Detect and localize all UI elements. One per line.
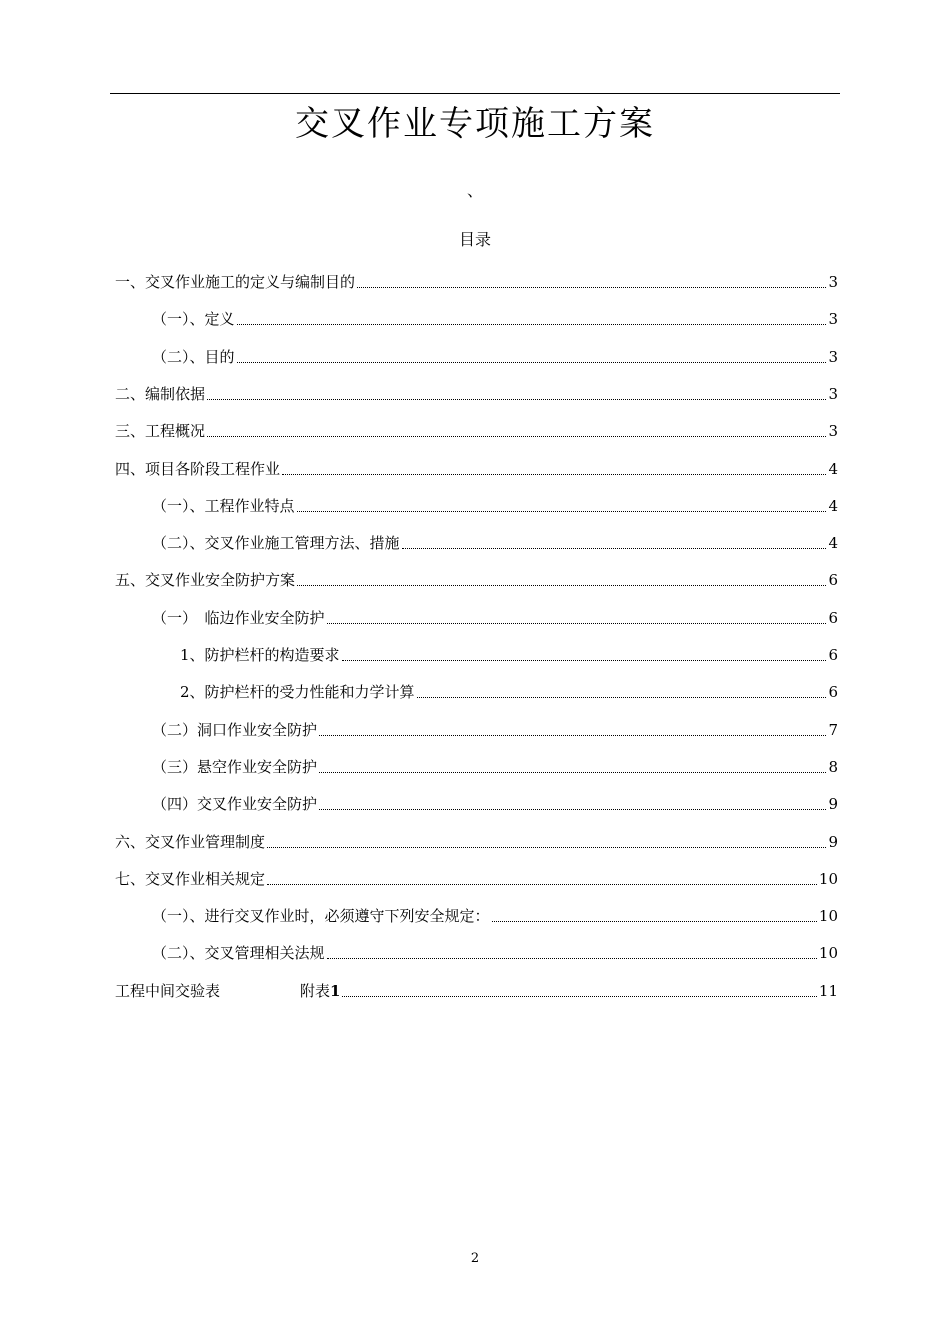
toc-entry[interactable] [180,644,838,666]
toc-page-number: 3 [828,310,838,328]
toc-entry[interactable] [115,271,838,293]
toc-entry-title: 四、项目各阶段工程作业 [115,460,281,478]
toc-dot-leader [282,474,826,475]
toc-entry-label [152,607,325,629]
toc-entry[interactable] [152,756,838,778]
toc-entry-label [152,942,325,964]
toc-page-number: 7 [828,721,838,739]
toc-entry-attachment-number: 1 [330,982,341,1000]
toc-entry[interactable] [152,719,838,741]
toc-entry-title: （一）、进行交叉作业时，必须遵守下列安全规定： [152,907,490,925]
toc-entry-title: （四）交叉作业安全防护 [152,795,318,813]
toc-page-number: 9 [828,795,838,813]
toc-entry[interactable] [115,458,838,480]
toc-entry-label [152,532,400,554]
toc-dot-leader [297,511,826,512]
toc-dot-leader [342,996,816,997]
toc-page-number: 4 [828,460,838,478]
toc-entry-attachment-label: 附表 [300,982,331,1000]
toc-entry-title: 六、交叉作业管理制度 [115,833,266,851]
toc-dot-leader [492,921,817,922]
toc-dot-leader [402,548,826,549]
toc-dot-leader [357,287,826,288]
toc-entry-title: 1、防护栏杆的构造要求 [180,646,340,664]
page-number: 2 [470,1251,480,1266]
toc-entry[interactable] [152,793,838,815]
toc-page-number: 11 [818,982,838,1000]
toc-dot-leader [319,772,826,773]
toc-page-number: 3 [828,422,838,440]
toc-dot-leader [237,324,826,325]
toc-entry-label [115,569,295,591]
toc-entry[interactable] [115,420,838,442]
toc-page-number: 4 [828,534,838,552]
toc-entry[interactable] [152,607,838,629]
toc-entry[interactable] [152,905,838,927]
toc-dot-leader [319,735,826,736]
toc-dot-leader [327,623,826,624]
toc-entry-label [115,831,265,853]
toc-page-number: 3 [828,273,838,291]
toc-entry-title: （一） 临边作业安全防护 [152,609,325,627]
toc-entry-label [115,383,205,405]
toc-entry-label [152,905,490,927]
toc-dot-leader [267,847,826,848]
toc-entry-title: 二、编制依据 [115,385,206,403]
toc-entry-label [152,719,317,741]
toc-entry[interactable] [152,942,838,964]
toc-entry[interactable] [115,868,838,890]
toc-entry-title: （二）洞口作业安全防护 [152,721,318,739]
toc-entry[interactable] [152,346,838,368]
toc-page-number: 4 [828,497,838,515]
toc-entry-label [152,495,295,517]
toc-entry[interactable] [115,831,838,853]
toc-entry[interactable] [180,681,838,703]
toc-entry-title: （一）、定义 [152,310,235,328]
toc-entry-label [115,980,340,1002]
toc-entry[interactable] [115,569,838,591]
toc-entry-label [152,756,317,778]
toc-heading: 目录 [458,230,491,249]
toc-entry-title: （二）、交叉作业施工管理方法、措施 [152,534,400,552]
toc-dot-leader [417,697,826,698]
toc-dot-leader [327,958,817,959]
toc-dot-leader [207,399,826,400]
toc-page-number: 6 [828,646,838,664]
toc-entry-label [115,271,355,293]
document-title: 交叉作业专项施工方案 [295,104,655,144]
toc-entry[interactable] [115,383,838,405]
toc-entry-title: （一）、工程作业特点 [152,497,295,515]
toc-page-number: 6 [828,683,838,701]
toc-page-number: 6 [828,609,838,627]
toc-entry[interactable] [115,980,838,1002]
toc-dot-leader [342,660,826,661]
toc-entry-title: （三）悬空作业安全防护 [152,758,318,776]
toc-page-number: 8 [828,758,838,776]
toc-entry-title: 三、工程概况 [115,422,206,440]
toc-page-number: 6 [828,571,838,589]
toc-dot-leader [297,585,826,586]
toc-page-number: 9 [828,833,838,851]
toc-entry[interactable] [152,495,838,517]
toc-page-number: 10 [818,870,838,888]
toc-dot-leader [207,436,826,437]
toc-entry-title: 七、交叉作业相关规定 [115,870,266,888]
toc-entry-label [115,458,280,480]
toc-entry-label [152,793,317,815]
toc-entry-title: （二）、交叉管理相关法规 [152,944,325,962]
stray-punctuation-mark: 、 [466,181,483,200]
toc-entry-label [115,420,205,442]
toc-entry-title: 一、交叉作业施工的定义与编制目的 [115,273,356,291]
toc-dot-leader [319,809,826,810]
toc-entry-title: （二）、目的 [152,348,235,366]
toc-page-number: 10 [818,944,838,962]
toc-entry-title: 工程中间交验表 [115,982,221,1000]
toc-entry-title: 2、防护栏杆的受力性能和力学计算 [180,683,415,701]
toc-page-number: 10 [818,907,838,925]
toc-entry-label [180,644,340,666]
toc-entry-label [180,681,415,703]
toc-entry-label [152,308,235,330]
toc-entry-title: 五、交叉作业安全防护方案 [115,571,296,589]
toc-entry-label [115,868,265,890]
toc-page-number: 3 [828,348,838,366]
toc-entry-label [152,346,235,368]
toc-entry[interactable] [152,308,838,330]
toc-page-number: 3 [828,385,838,403]
toc-entry[interactable] [152,532,838,554]
toc-dot-leader [267,884,817,885]
toc-dot-leader [237,362,826,363]
